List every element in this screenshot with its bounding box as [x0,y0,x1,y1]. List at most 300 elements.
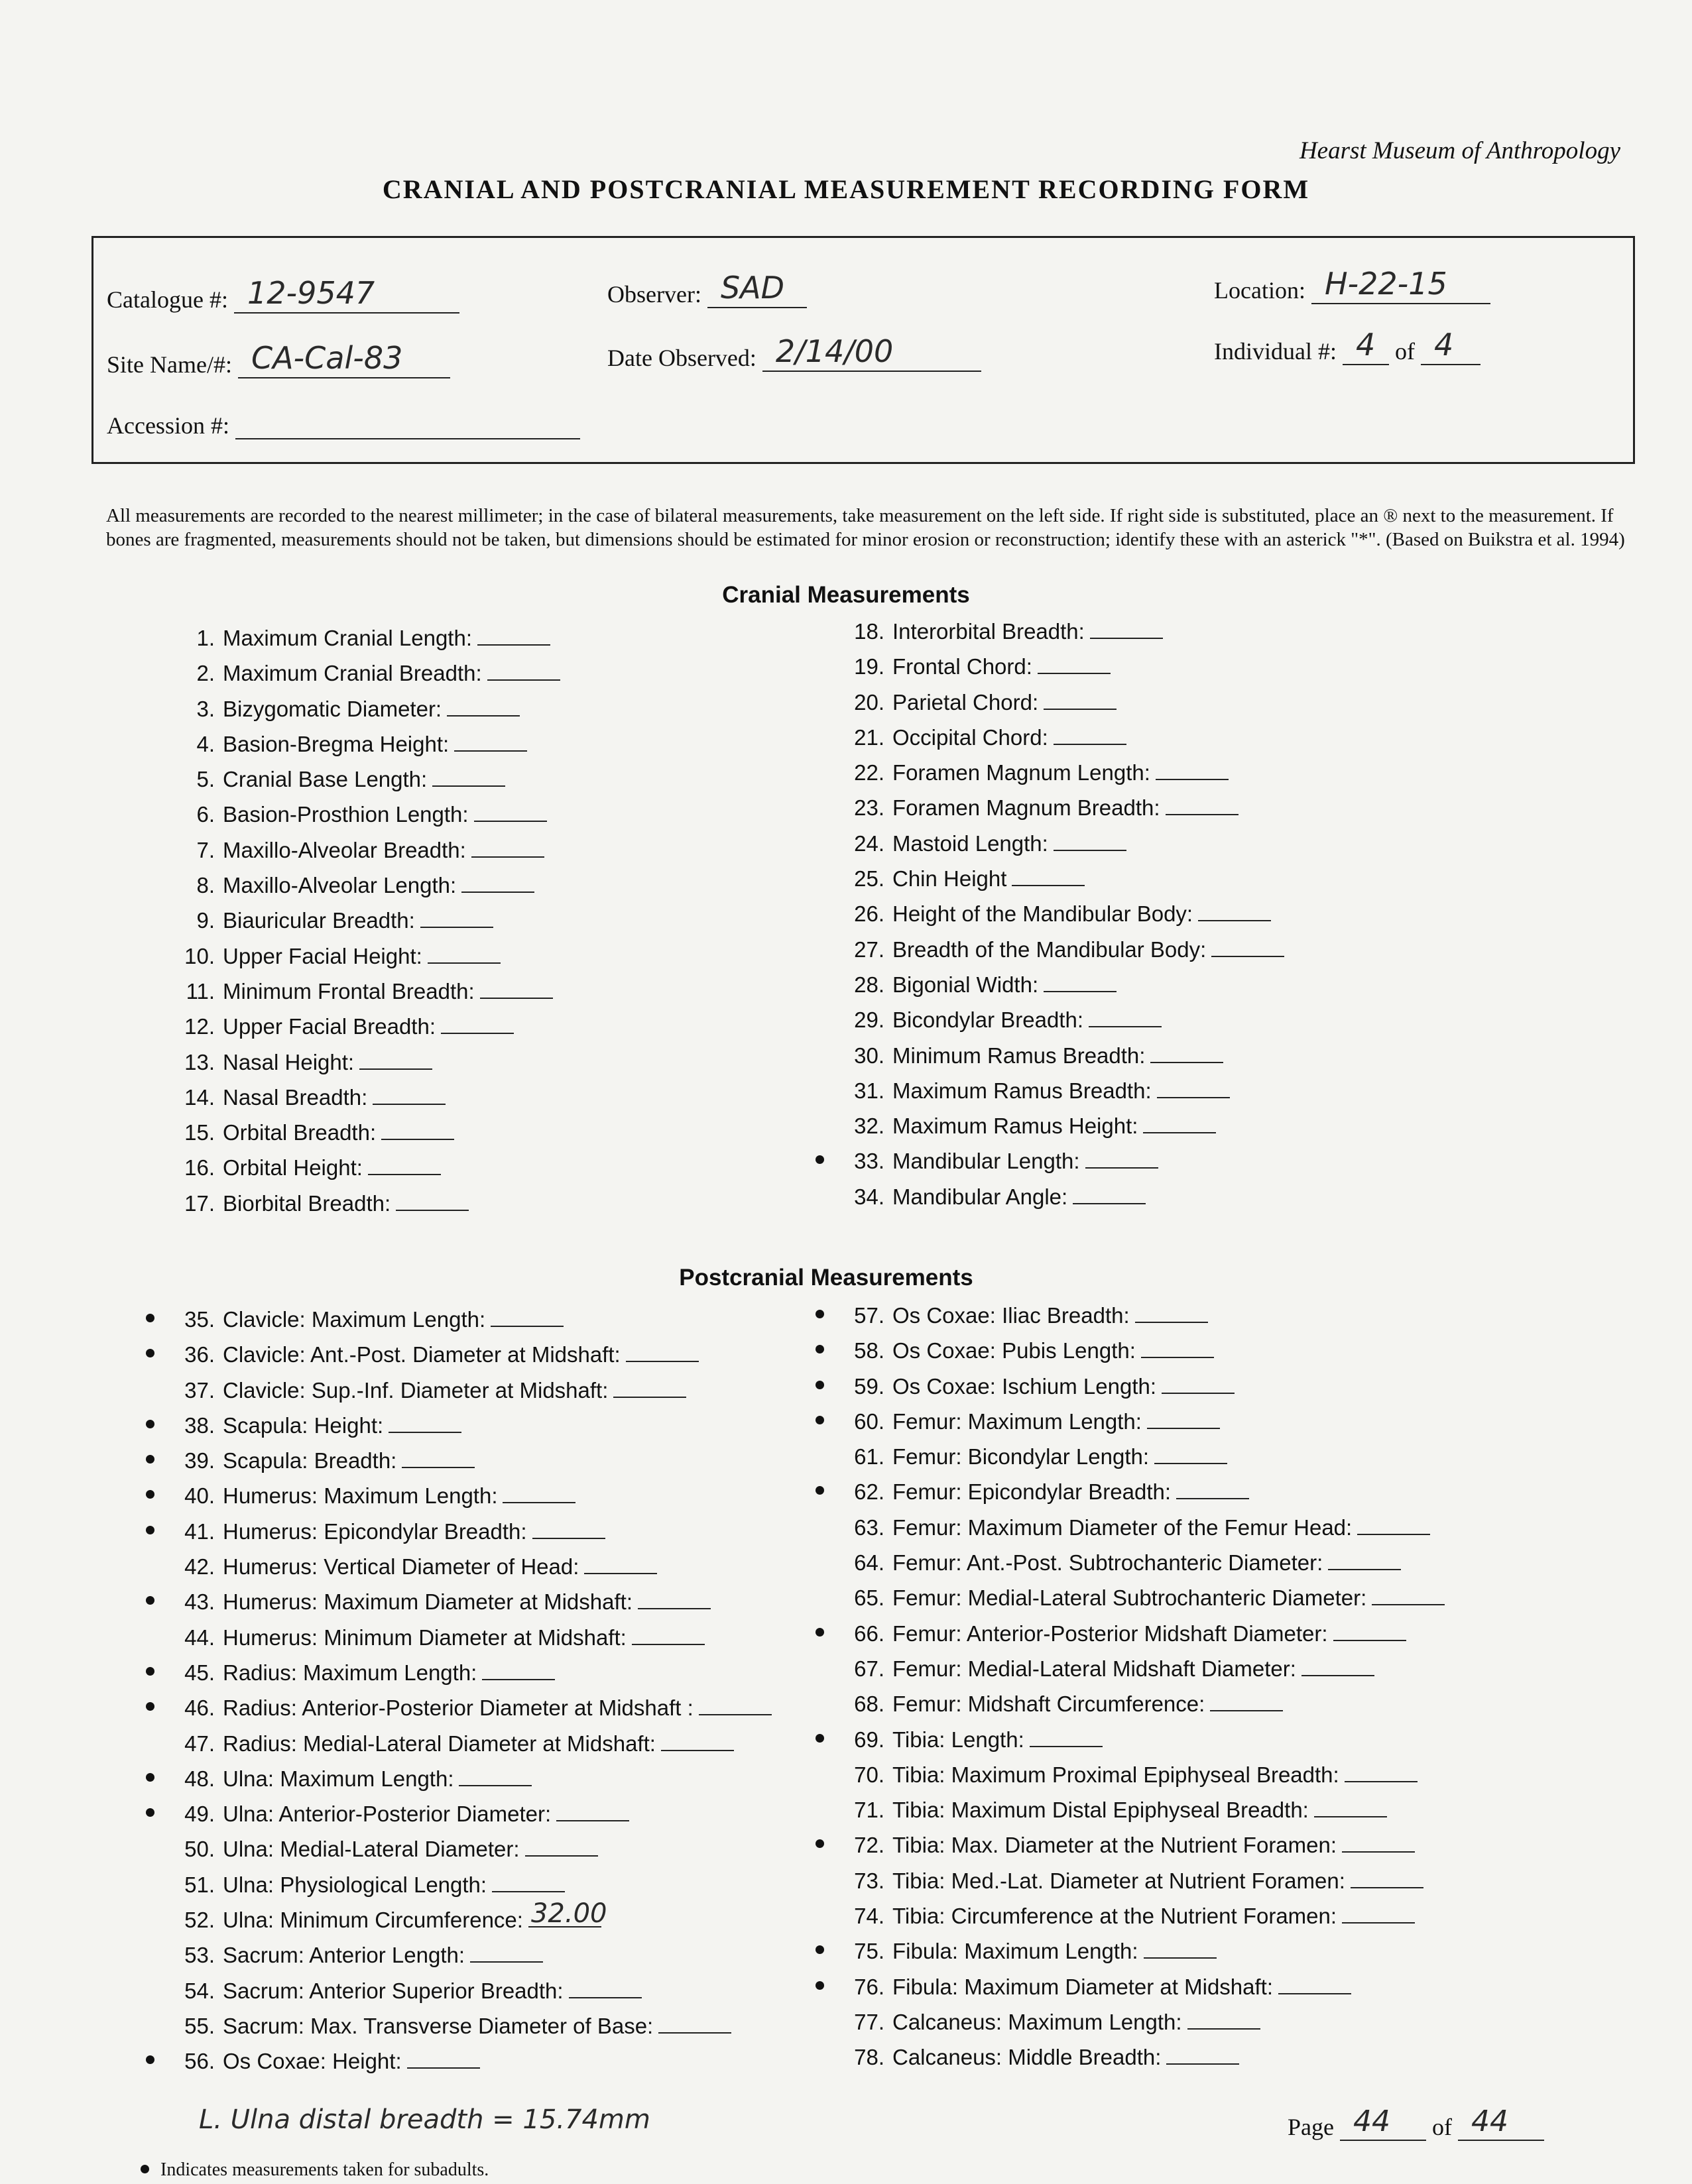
measurement-number: 14. [184,1084,215,1110]
measurement-number: 64. [854,1550,884,1576]
measurement-input[interactable] [454,733,527,752]
measurement-row [172,1731,772,1766]
measurement-number: 24. [854,831,884,856]
site-value: CA-Cal-83 [251,340,403,376]
measurement-input[interactable] [532,1521,605,1539]
handwritten-note: L. Ulna distal breadth = 15.74mm [199,2104,650,2135]
measurement-number: 63. [854,1515,884,1540]
measurement-input[interactable] [1166,2046,1239,2065]
measurement-input[interactable] [1147,1410,1220,1429]
measurement-input[interactable] [373,1086,446,1105]
measurement-input[interactable] [503,1485,575,1503]
page-total: 44 [1471,2104,1508,2138]
measurement-row [842,1762,1445,1798]
catalogue-field[interactable] [107,275,459,314]
measurement-number: 77. [854,2009,884,2034]
measurement-label: Sacrum: Max. Transverse Diameter of Base: [223,2013,654,2038]
measurement-input[interactable] [477,627,550,646]
measurement-number: 18. [854,619,884,644]
legend-text: Indicates measurements taken for subadults. [160,2159,489,2180]
measurement-input[interactable] [1166,797,1239,815]
measurement-label: Clavicle: Sup.-Inf. Diameter at Midshaft: [223,1377,609,1403]
measurement-input[interactable] [1278,1976,1351,1994]
measurement-row [172,1695,772,1731]
measurement-input[interactable] [1073,1186,1146,1204]
measurement-row [842,1939,1445,1974]
measurement-input[interactable] [432,768,505,787]
measurement-label: Biauricular Breadth: [223,908,415,933]
measurement-label: Tibia: Maximum Proximal Epiphyseal Breadth: [892,1762,1339,1787]
measurement-row [172,1120,560,1155]
measurement-row [172,1050,560,1085]
measurement-input[interactable] [661,1733,734,1751]
page-label: Page [1288,2114,1334,2140]
measurement-number: 78. [854,2045,884,2070]
measurement-number: 30. [854,1043,884,1068]
measurement-input[interactable] [491,1308,564,1327]
measurement-input[interactable] [569,1980,642,1998]
measurement-number: 13. [184,1049,215,1074]
observer-field[interactable] [607,270,807,308]
measurement-label: Femur: Ant.-Post. Subtrochanteric Diameter: [892,1550,1323,1576]
measurement-row [842,1585,1445,1621]
measurement-number: 51. [184,1872,215,1897]
measurement-label: Bizygomatic Diameter: [223,696,442,721]
measurement-row [172,1766,772,1802]
measurement-input[interactable] [368,1157,441,1175]
bullet-icon [141,2165,149,2173]
measurement-number: 70. [854,1762,884,1787]
measurement-input[interactable] [556,1803,629,1821]
measurement-number: 53. [184,1943,215,1968]
measurement-number: 55. [184,2013,215,2038]
measurement-row [172,1014,560,1049]
location-field[interactable] [1214,266,1490,304]
measurement-row [172,697,560,732]
measurement-number: 75. [854,1939,884,1964]
measurement-label: Biorbital Breadth: [223,1190,391,1216]
measurement-row [842,1007,1284,1043]
measurement-number: 34. [854,1184,884,1209]
measurement-input[interactable] [528,1898,607,1929]
measurement-row [842,725,1284,760]
subadult-legend [160,2159,489,2181]
measurement-label: Upper Facial Breadth: [223,1014,436,1039]
measurement-row [172,979,560,1014]
subadult-bullet-icon [146,1808,154,1817]
measurement-label: Nasal Height: [223,1049,355,1074]
measurement-number: 66. [854,1621,884,1646]
measurement-input[interactable] [1012,868,1085,886]
measurement-label: Os Coxae: Height: [223,2049,402,2074]
measurement-row [172,873,560,908]
measurement-input[interactable] [1150,1045,1223,1063]
measurement-input[interactable] [613,1379,686,1398]
measurement-label: Clavicle: Ant.-Post. Diameter at Midshaft: [223,1342,621,1367]
measurement-input[interactable] [1030,1729,1103,1747]
measurement-input[interactable] [492,1874,565,1892]
page-number [1288,2104,1544,2141]
measurement-label: Orbital Breadth: [223,1120,377,1145]
measurement-input[interactable] [1176,1481,1249,1499]
measurement-input[interactable] [447,698,520,717]
measurement-number: 19. [854,654,884,679]
measurement-label: Os Coxae: Iliac Breadth: [892,1303,1130,1328]
measurement-input[interactable] [1089,1009,1162,1027]
individual-field[interactable] [1214,327,1480,365]
measurement-row [842,1727,1445,1762]
measurement-input[interactable] [1211,939,1284,957]
measurement-input[interactable] [402,1450,475,1468]
observer-label: Observer: [607,281,701,308]
measurement-label: Occipital Chord: [892,724,1048,750]
measurement-row [842,1692,1445,1727]
subadult-bullet-icon [816,1486,824,1495]
measurement-row [842,1479,1445,1515]
measurement-row [842,760,1284,795]
measurement-input[interactable] [487,662,560,681]
measurement-input[interactable] [1044,691,1117,710]
measurement-label: Mandibular Angle: [892,1184,1068,1209]
measurement-row [842,831,1284,866]
measurement-input[interactable] [699,1697,772,1715]
measurement-input[interactable] [441,1015,514,1034]
measurement-number: 17. [184,1190,215,1216]
measurement-row [842,690,1284,725]
subadult-bullet-icon [146,1667,154,1676]
measurement-label: Os Coxae: Pubis Length: [892,1338,1136,1363]
measurement-label: Os Coxae: Ischium Length: [892,1373,1157,1399]
observer-value: SAD [720,270,785,306]
subadult-bullet-icon [816,1628,824,1637]
measurement-input[interactable] [1372,1587,1445,1605]
measurement-input[interactable] [1044,974,1117,992]
date-label: Date Observed: [607,345,756,371]
measurement-row [842,1338,1445,1373]
measurement-row [842,1621,1445,1656]
measurement-input[interactable] [428,945,501,964]
measurement-label: Femur: Maximum Diameter of the Femur Head: [892,1515,1353,1540]
measurement-number: 46. [184,1695,215,1721]
measurement-label: Tibia: Circumference at the Nutrient Foramen: [892,1904,1337,1929]
measurement-label: Clavicle: Maximum Length: [223,1307,486,1332]
measurement-row [842,1043,1284,1078]
measurement-input[interactable] [638,1591,711,1609]
measurement-number: 52. [184,1908,215,1933]
date-value: 2/14/00 [775,333,894,369]
measurement-input[interactable] [389,1414,461,1433]
measurement-input[interactable] [1162,1375,1235,1394]
measurement-input[interactable] [1144,1940,1217,1959]
measurement-number: 26. [854,901,884,927]
measurement-label: Tibia: Med.-Lat. Diameter at Nutrient Foramen: [892,1868,1345,1893]
measurement-label: Basion-Bregma Height: [223,731,450,756]
measurement-number: 59. [854,1373,884,1399]
measurement-row [172,1802,772,1837]
measurement-input[interactable] [1085,1150,1158,1169]
measurement-row [842,1515,1445,1550]
subadult-bullet-icon [816,1381,824,1389]
measurement-input[interactable] [1328,1552,1401,1570]
measurement-label: Maxillo-Alveolar Breadth: [223,837,466,862]
measurement-input[interactable] [1210,1693,1283,1711]
measurement-input[interactable] [1314,1799,1387,1817]
subadult-bullet-icon [146,1420,154,1428]
measurement-label: Ulna: Medial-Lateral Diameter: [223,1837,520,1862]
measurement-number: 20. [854,689,884,715]
measurement-number: 67. [854,1656,884,1681]
postcranial-right-list [842,1303,1445,2081]
measurement-label: Bigonial Width: [892,972,1039,997]
measurement-number: 5. [196,767,215,792]
subadult-bullet-icon [146,1455,154,1464]
measurement-label: Tibia: Length: [892,1727,1024,1752]
individual-label: Individual #: [1214,338,1337,365]
subadult-bullet-icon [146,1773,154,1782]
subadult-bullet-icon [816,1416,824,1424]
measurement-row [172,1943,772,1978]
measurement-input[interactable] [471,839,544,858]
measurement-label: Chin Height [892,866,1007,891]
measurement-row [842,795,1284,831]
measurement-row [172,1155,560,1190]
measurement-number: 50. [184,1837,215,1862]
subadult-bullet-icon [816,1839,824,1848]
measurement-row [842,1868,1445,1904]
postcranial-section-title: Postcranial Measurements [679,1265,973,1291]
measurement-input[interactable] [420,909,493,928]
measurement-input[interactable] [459,1768,532,1786]
measurement-row [842,1656,1445,1692]
accession-field[interactable] [107,412,580,439]
cranial-left-list [172,626,560,1226]
measurement-row [842,937,1284,972]
measurement-label: Scapula: Breadth: [223,1448,397,1473]
measurement-label: Bicondylar Breadth: [892,1007,1083,1033]
subadult-bullet-icon [146,1526,154,1534]
measurement-input[interactable] [1187,2011,1260,2030]
measurement-label: Ulna: Maximum Length: [223,1766,454,1791]
museum-name: Hearst Museum of Anthropology [1299,137,1620,164]
measurement-number: 73. [854,1868,884,1893]
measurement-number: 3. [196,696,215,721]
measurement-number: 33. [854,1149,884,1174]
measurement-label: Humerus: Maximum Length: [223,1483,498,1509]
cranial-right-list [842,619,1284,1220]
measurement-number: 69. [854,1727,884,1752]
measurement-input[interactable] [1333,1623,1406,1641]
measurement-row [842,654,1284,689]
measurement-label: Tibia: Max. Diameter at the Nutrient Foramen: [892,1833,1337,1858]
measurement-number: 4. [196,731,215,756]
measurement-input[interactable] [480,980,553,999]
measurement-label: Foramen Magnum Breadth: [892,795,1160,821]
measurement-row [172,732,560,767]
measurement-number: 6. [196,802,215,827]
measurement-input[interactable] [359,1051,432,1070]
measurement-row [842,1149,1284,1184]
measurement-number: 44. [184,1625,215,1650]
measurement-label: Femur: Epicondylar Breadth: [892,1479,1172,1505]
subadult-bullet-icon [146,1314,154,1322]
measurement-label: Radius: Anterior-Posterior Diameter at Midshaft : [223,1695,694,1721]
subadult-bullet-icon [146,1490,154,1499]
measurement-input[interactable] [1342,1834,1415,1853]
measurement-row [842,1303,1445,1338]
measurement-label: Femur: Anterior-Posterior Midshaft Diameter: [892,1621,1328,1646]
measurement-row [842,866,1284,901]
catalogue-label: Catalogue #: [107,286,228,313]
individual-of-label: of [1394,338,1415,365]
measurement-row [842,1833,1445,1868]
measurement-number: 72. [854,1833,884,1858]
instructions-text: All measurements are recorded to the nearest millimeter; in the case of bilateral measurements, take measurement on the left side. If right side is substituted, place an ® next to the measurement. If bones are fragmented, measurements should not be taken, but dimensions should be estimated for minor erosion or reconstruction; identify these with an asterick "*". (Based on Buikstra et al. 1994) [106,505,1625,550]
measurement-row [172,1519,772,1554]
measurement-number: 12. [184,1014,215,1039]
date-field[interactable] [607,333,981,372]
measurement-row [172,1872,772,1908]
measurement-input[interactable] [470,1944,543,1963]
measurement-label: Femur: Midshaft Circumference: [892,1692,1205,1717]
measurement-input[interactable] [1038,656,1111,674]
measurement-label: Calcaneus: Maximum Length: [892,2009,1182,2034]
measurement-input[interactable] [632,1627,705,1645]
measurement-input[interactable] [461,874,534,893]
measurement-row [172,626,560,661]
measurement-number: 54. [184,1978,215,2003]
measurement-input[interactable] [482,1662,555,1680]
measurement-number: 36. [184,1342,215,1367]
measurement-number: 9. [196,908,215,933]
measurement-label: Minimum Frontal Breadth: [223,978,475,1004]
location-value: H-22-15 [1324,266,1447,302]
measurement-label: Humerus: Epicondylar Breadth: [223,1519,527,1544]
measurement-input[interactable] [1345,1764,1418,1782]
measurement-row [842,619,1284,654]
measurement-input[interactable] [1198,903,1271,921]
measurement-input[interactable] [1342,1905,1415,1924]
postcranial-left-list [172,1307,772,2085]
measurement-label: Height of the Mandibular Body: [892,901,1193,927]
measurement-input[interactable] [1090,620,1163,639]
measurement-number: 15. [184,1120,215,1145]
catalogue-value: 12-9547 [247,275,375,311]
measurement-row [172,1378,772,1413]
measurement-row [172,1191,560,1226]
measurement-number: 23. [854,795,884,821]
measurement-row [172,1483,772,1519]
measurement-number: 71. [854,1798,884,1823]
measurement-input[interactable] [1157,1080,1230,1098]
measurement-label: Interorbital Breadth: [892,619,1085,644]
measurement-label: Upper Facial Height: [223,943,422,968]
measurement-number: 39. [184,1448,215,1473]
measurement-number: 21. [854,724,884,750]
measurement-input[interactable] [658,2015,731,2034]
measurement-row [172,1660,772,1695]
measurement-number: 25. [854,866,884,891]
measurement-value: 32.00 [530,1898,607,1929]
measurement-input[interactable] [1301,1658,1374,1676]
measurement-row [842,1409,1445,1444]
measurement-row [172,1413,772,1448]
measurement-number: 1. [196,626,215,650]
measurement-number: 41. [184,1519,215,1544]
measurement-label: Cranial Base Length: [223,767,428,792]
measurement-number: 16. [184,1155,215,1180]
measurement-row [172,838,560,873]
measurement-number: 28. [854,972,884,997]
accession-label: Accession #: [107,412,229,439]
measurement-number: 40. [184,1483,215,1509]
subadult-bullet-icon [146,1702,154,1711]
measurement-input[interactable] [1143,1115,1216,1133]
measurement-label: Ulna: Anterior-Posterior Diameter: [223,1802,552,1827]
measurement-row [842,1184,1284,1220]
measurement-input[interactable] [1357,1517,1430,1535]
measurement-input[interactable] [396,1192,469,1211]
measurement-label: Frontal Chord: [892,654,1032,679]
measurement-label: Fibula: Maximum Length: [892,1939,1138,1964]
site-field[interactable] [107,340,450,378]
measurement-label: Femur: Medial-Lateral Midshaft Diameter: [892,1656,1296,1681]
measurement-number: 58. [854,1338,884,1363]
measurement-number: 29. [854,1007,884,1033]
measurement-number: 65. [854,1585,884,1611]
measurement-row [172,1448,772,1483]
measurement-row [172,908,560,943]
measurement-row [172,767,560,802]
measurement-number: 11. [186,978,215,1004]
measurement-label: Humerus: Maximum Diameter at Midshaft: [223,1589,633,1615]
measurement-row [172,1837,772,1872]
measurement-row [172,2049,772,2084]
measurement-row [842,1550,1445,1585]
measurement-input[interactable] [1156,762,1229,780]
measurement-number: 32. [854,1114,884,1139]
measurement-number: 74. [854,1904,884,1929]
measurement-input[interactable] [381,1121,454,1140]
measurement-number: 43. [184,1589,215,1615]
measurement-label: Maximum Cranial Length: [223,626,472,650]
measurement-input[interactable] [407,2050,480,2069]
measurement-input[interactable] [1054,833,1126,851]
measurement-input[interactable] [626,1344,699,1362]
measurement-label: Sacrum: Anterior Length: [223,1943,465,1968]
subadult-bullet-icon [816,1155,824,1164]
measurement-input[interactable] [584,1556,657,1574]
measurement-row [172,944,560,979]
measurement-input[interactable] [1154,1446,1227,1464]
measurement-input[interactable] [1351,1870,1423,1888]
measurement-number: 27. [854,937,884,962]
measurement-input[interactable] [474,803,547,822]
measurement-label: Ulna: Minimum Circumference: [223,1908,523,1933]
measurement-number: 38. [184,1412,215,1438]
measurement-number: 62. [854,1479,884,1505]
subadult-bullet-icon [816,1981,824,1990]
measurement-label: Breadth of the Mandibular Body: [892,937,1207,962]
measurement-row [842,1374,1445,1409]
measurement-number: 35. [184,1307,215,1332]
measurement-input[interactable] [525,1838,598,1857]
measurement-input[interactable] [1141,1340,1214,1358]
measurement-label: Ulna: Physiological Length: [223,1872,487,1897]
measurement-input[interactable] [1135,1304,1208,1323]
measurement-label: Minimum Ramus Breadth: [892,1043,1146,1068]
measurement-input[interactable] [1054,726,1126,745]
measurement-number: 48. [184,1766,215,1791]
